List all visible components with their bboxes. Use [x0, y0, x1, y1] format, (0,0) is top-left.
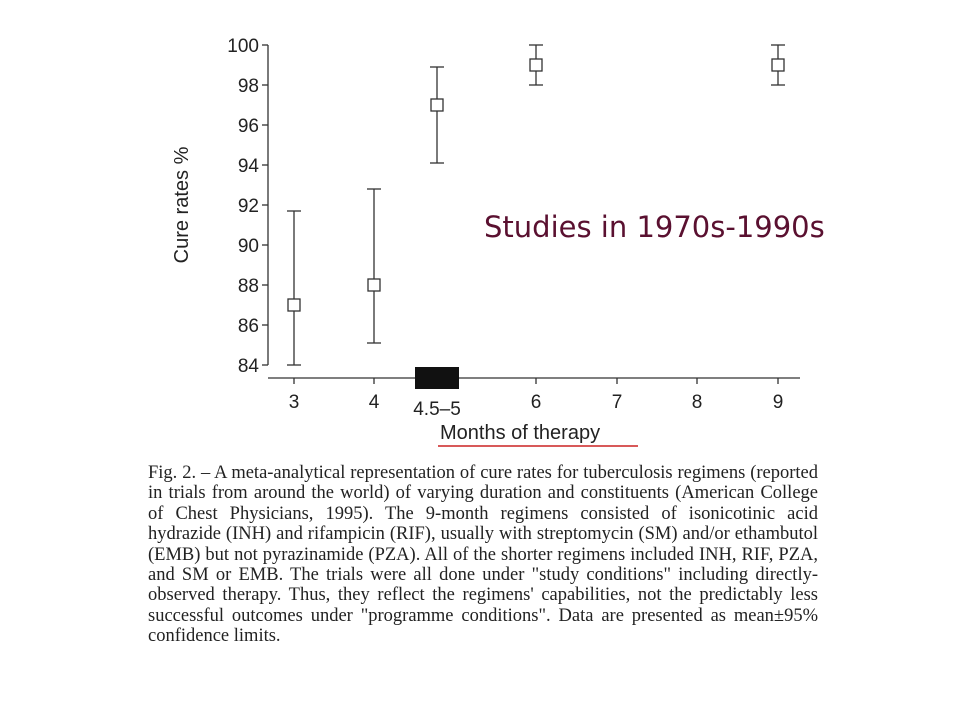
- figure-caption: [148, 463, 818, 647]
- chart-annotation: Studies in 1970s-1990s: [484, 210, 825, 244]
- y-tick-label: 100: [227, 36, 259, 57]
- data-point: [430, 67, 444, 163]
- x-tick-label: 7: [611, 392, 623, 413]
- y-tick-label: 84: [237, 356, 259, 377]
- y-axis: [227, 36, 268, 377]
- caption-lead: Fig. 2. –: [148, 463, 215, 483]
- y-axis-label: Cure rates %: [171, 146, 193, 264]
- mean-marker: [431, 99, 443, 111]
- data-point: [529, 45, 543, 85]
- y-tick-label: 90: [237, 236, 259, 257]
- x-axis-label: Months of therapy: [440, 422, 601, 444]
- x-tick-label: 3: [288, 392, 300, 413]
- data-point: [287, 211, 301, 365]
- y-tick-label: 86: [237, 316, 259, 337]
- y-tick-label: 96: [237, 116, 259, 137]
- x-tick-label: 8: [691, 392, 703, 413]
- y-tick-label: 92: [237, 196, 259, 217]
- y-tick-label: 88: [237, 276, 259, 297]
- x-tick-label: 4.5–5: [413, 399, 461, 420]
- x-axis: [268, 367, 800, 420]
- y-tick-label: 94: [237, 156, 259, 177]
- x-tick-label: 4: [368, 392, 380, 413]
- data-point: [771, 45, 785, 85]
- data-points: [287, 45, 785, 365]
- caption-text: A meta-analytical representation of cure rates for tuberculosis regimens (reported in trials from around the world) of varying duration and constituents (American College of Chest Physicians, 1995). The 9-month regimens consisted of isonicotinic acid hydrazide (INH) and rifampicin (RIF), usually with streptomycin (SM) and/or ethambutol (EMB) but not pyrazinamide (PZA). All of the shorter regimens included INH, RIF, PZA, and SM or EMB. The trials were all done under "study conditions" including directly-observed therapy. Thus, they reflect the regimens' capabilities, not the predictably less successful outcomes under "programme conditions". Data are presented as mean±95% confidence limits.: [148, 463, 818, 647]
- data-point: [367, 189, 381, 343]
- mean-marker: [368, 279, 380, 291]
- x-tick-label: 9: [772, 392, 784, 413]
- mean-marker: [772, 59, 784, 71]
- highlight-marker: [415, 367, 459, 389]
- y-tick-label: 98: [237, 76, 259, 97]
- x-tick-label: 6: [530, 392, 542, 413]
- mean-marker: [530, 59, 542, 71]
- mean-marker: [288, 299, 300, 311]
